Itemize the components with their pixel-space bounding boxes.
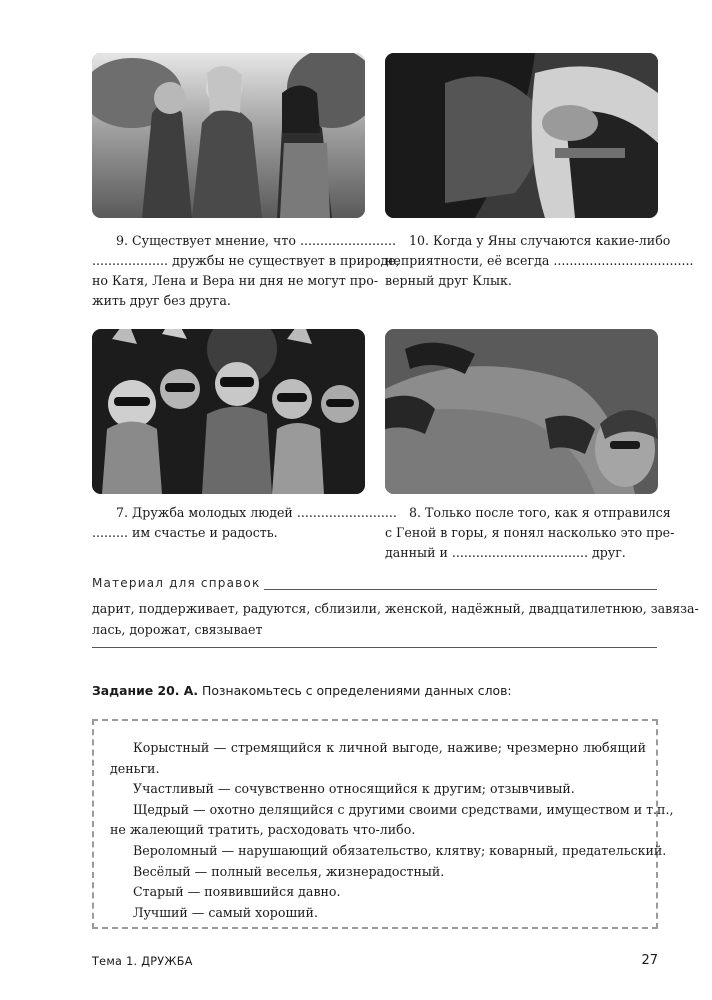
caption-10 <box>385 231 694 291</box>
task-heading <box>92 683 512 698</box>
reference-header <box>92 576 657 590</box>
definition-line-3: Участливый — сочувственно относящийся к другим; отзывчивый. <box>133 781 575 797</box>
definition-line-5: не жалеющий тратить, расходовать что-либо. <box>110 822 416 838</box>
reference-title: Материал для справок <box>92 576 261 590</box>
photo-climber <box>385 329 658 494</box>
caption-9-line-2: ................... дружбы не существует в природе, <box>92 253 400 268</box>
caption-10-line-1: 10. Когда у Яны случаются какие-либо <box>409 233 671 248</box>
caption-9-line-4: жить друг без друга. <box>92 293 231 308</box>
definitions-box <box>92 719 674 929</box>
task-text: Познакомьтесь с определениями данных слов: <box>198 683 512 698</box>
caption-7-line-1: 7. Дружба молодых людей ......................... <box>116 505 397 520</box>
reference-title-rule <box>264 577 657 590</box>
caption-9-line-3: но Катя, Лена и Вера ни дня не могут про- <box>92 273 379 288</box>
caption-8-line-1: 8. Только после того, как я отправился <box>409 505 671 520</box>
footer-topic: Тема 1. ДРУЖБА <box>92 955 193 968</box>
caption-9 <box>92 231 400 311</box>
reference-bottom-rule <box>92 647 657 648</box>
reference-line-1: дарит, поддерживает, радуются, сблизили, женской, надёжный, двадцатилетнюю, завяза- <box>92 601 699 616</box>
caption-8-line-2: с Геной в горы, я понял насколько это пре- <box>385 525 675 540</box>
caption-7-line-2: ......... им счастье и радость. <box>92 525 278 540</box>
caption-7 <box>92 503 397 543</box>
caption-9-line-1: 9. Существует мнение, что ........................ <box>116 233 397 248</box>
definition-line-6: Вероломный — нарушающий обязательство, клятву; коварный, предательский. <box>133 842 667 858</box>
page-number: 27 <box>641 953 658 968</box>
definition-line-1: Корыстный — стремящийся к личной выгоде, наживе; чрезмерно любящий <box>133 740 646 755</box>
caption-10-line-3: верный друг Клык. <box>385 273 512 288</box>
definition-line-8: Старый — появившийся давно. <box>133 884 341 900</box>
caption-8-line-3: данный и .................................. друг. <box>385 545 626 560</box>
definition-line-2: деньги. <box>110 760 160 776</box>
photo-party-friends <box>92 329 365 494</box>
task-label: Задание 20. А. <box>92 683 199 698</box>
caption-8 <box>385 503 675 563</box>
caption-10-line-2: неприятности, её всегда ................................... <box>385 253 694 268</box>
reference-line-2: лась, дорожат, связывает <box>92 622 263 637</box>
definition-line-4: Щедрый — охотно делящийся с другими своими средствами, имуществом и т.п., <box>133 801 674 817</box>
definition-line-9: Лучший — самый хороший. <box>133 904 318 920</box>
photo-three-girls <box>92 53 365 218</box>
photo-girl-with-dog <box>385 53 658 218</box>
definition-line-7: Весёлый — полный веселья, жизнерадостный. <box>133 863 445 879</box>
reference-words <box>92 598 699 640</box>
